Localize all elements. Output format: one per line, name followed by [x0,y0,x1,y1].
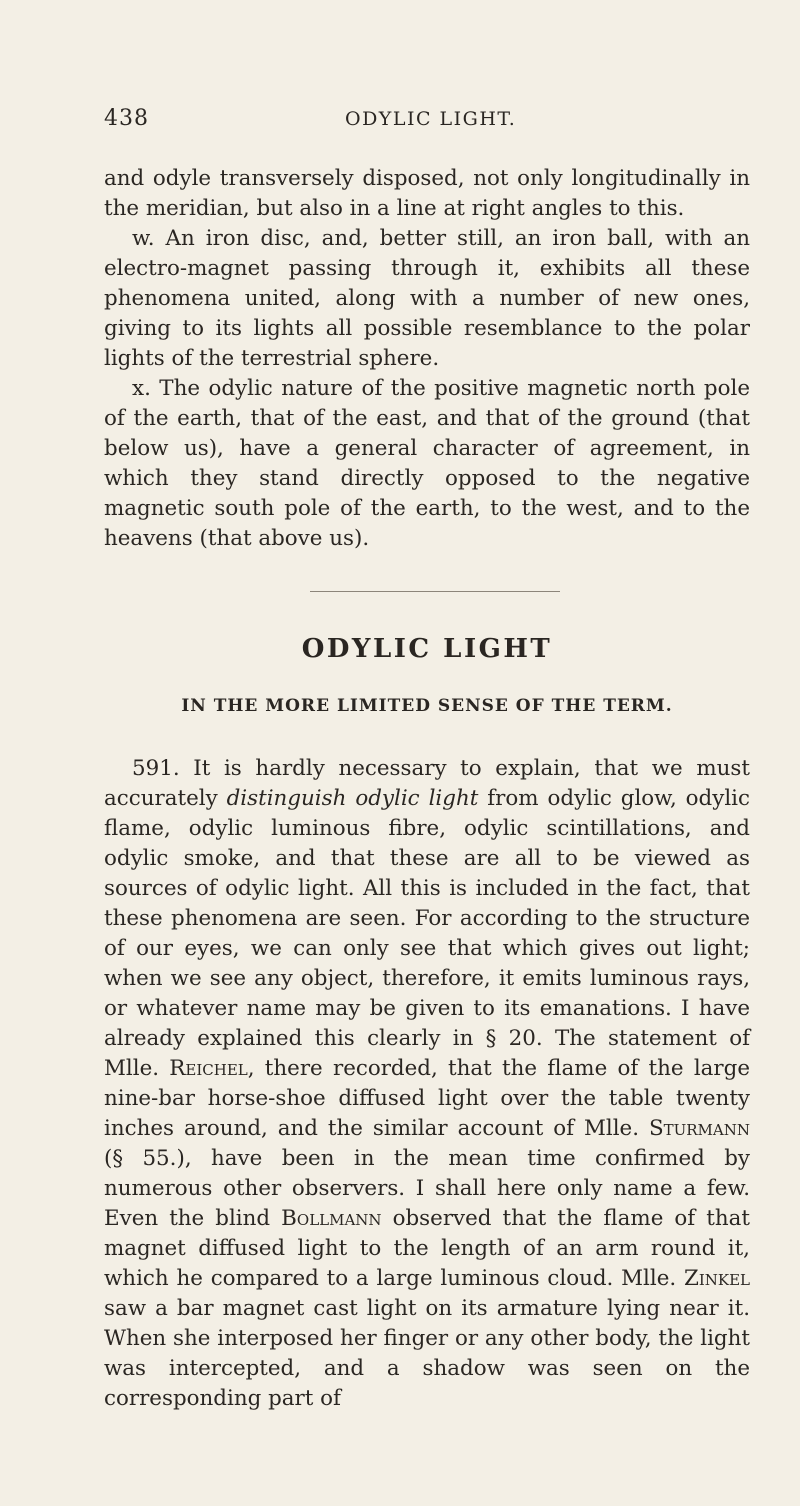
page-number: 438 [104,106,149,131]
section-subtitle: IN THE MORE LIMITED SENSE OF THE TERM. [181,696,673,716]
name-sturmann: Sturmann [648,1116,750,1141]
text-run: 591. It is hardly necessary to explain, that we must accurately [104,756,750,811]
running-head [104,106,750,146]
paragraph-x: x. The odylic nature of the positive magnetic north pole of the earth, that of the east, and that of the ground (that below us), have a general character of agreement, in which they stand directly opposed to the negative magnetic south pole of the earth, to the west, and to the heavens (that above us). [104,376,750,551]
name-bollmann: Bollmann [281,1206,382,1231]
paragraph-continuation: and odyle transversely disposed, not only longitudinally in the meridian, but also in a line at right angles to this. [104,166,750,221]
running-title: ODYLIC LIGHT. [345,108,517,130]
body-text-591 [104,754,750,1414]
section-divider [310,591,560,592]
book-page [0,106,800,1506]
paragraph-w: w. An iron disc, and, better still, an iron ball, with an electro-magnet passing through it, exhibits all these phenomena united, along with a number of new ones, giving to its lights all possible resemblance to the polar lights of the terrestrial sphere. [104,226,750,371]
text-run: (§ 55.), have been in the mean time confirmed by numerous other observers. I shall here only name a few. Even the blind [104,1146,750,1231]
italic-phrase: distinguish odylic light [226,786,479,811]
text-run: saw a bar magnet cast light on its armature lying near it. When she interposed her finger or any other body, the light was intercepted, and a shadow was seen on the corresponding part of [104,1296,750,1411]
name-reichel: Reichel [169,1056,248,1081]
text-run: observed that the flame of that magnet diffused light to the length of an arm round it, which he compared to a large luminous cloud. Mlle. [104,1206,750,1291]
name-zinkel: Zinkel [683,1266,750,1291]
text-run: , there recorded, that the flame of the large nine-bar horse-shoe diffused light over the table twenty inches around, and the similar account of Mlle. [104,1056,750,1141]
section-title: ODYLIC LIGHT [301,634,553,664]
text-run: from odylic glow, odylic flame, odylic luminous fibre, odylic scintillations, and odylic smoke, and that these are all to be viewed as sources of odylic light. All this is included in the fact, that these phenomena are seen. For according to the structure of our eyes, we can only see that which gives out light; when we see any object, therefore, it emits luminous rays, or whatever name may be given to its emanations. I have already explained this clearly in § 20. The statement of Mlle. [104,786,750,1081]
paragraph-591 [104,754,750,1414]
body-text-top [104,164,750,554]
